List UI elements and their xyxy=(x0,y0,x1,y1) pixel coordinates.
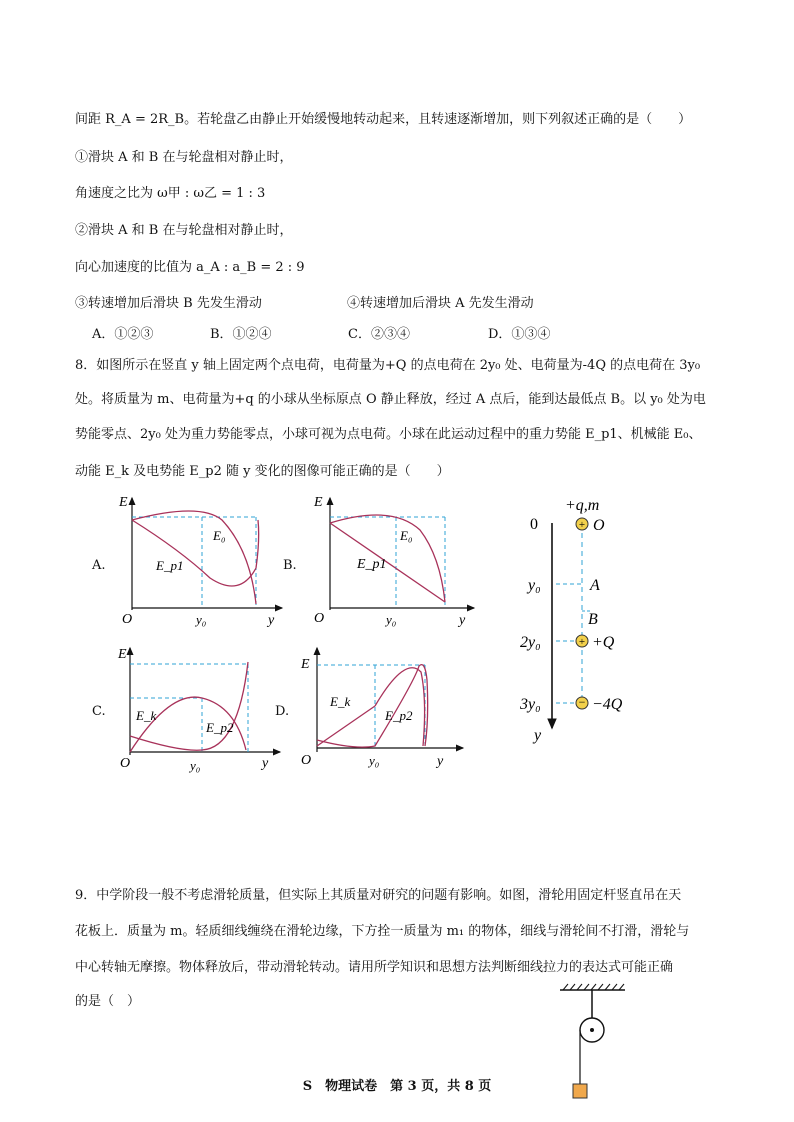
q7-statement-3: ③转速增加后滑块 B 先发生滑动 xyxy=(75,296,262,311)
page-footer: S 物理试卷 第 3 页，共 8 页 xyxy=(302,1079,492,1094)
charge-axis-figure xyxy=(510,488,650,748)
label-a: A xyxy=(590,577,600,594)
label-zero: 0 xyxy=(530,516,538,533)
label-b: B xyxy=(588,611,598,628)
graph-d-label-ek: E_k xyxy=(330,694,351,709)
q7-option-b: B．①②④ xyxy=(210,327,272,342)
graph-c-curve-ep2 xyxy=(130,662,248,750)
q9-line4: 的是（ ） xyxy=(75,994,141,1009)
graph-a-label-y0: y₀ xyxy=(196,612,207,627)
label-y: y xyxy=(534,727,542,744)
graph-b-label-e: E xyxy=(314,495,323,510)
graph-b-curve-e0 xyxy=(330,515,445,602)
graph-d-label-y: y xyxy=(437,754,444,769)
label-plus-q: +Q xyxy=(592,634,615,651)
q7-statement-2b: 向心加速度的比值为 a_A : a_B = 2 : 9 xyxy=(75,260,305,275)
graph-b-label-ep1: E_p1 xyxy=(357,557,387,572)
label-charge-q-m: +q,m xyxy=(565,497,600,514)
graph-c-label-ek: E_k xyxy=(136,708,157,723)
graph-a-label-e: E xyxy=(119,495,128,510)
graph-a-curve-ep1 xyxy=(132,520,259,586)
graph-d-curve-ek-1 xyxy=(317,706,375,746)
q7-line1: 间距 R_A = 2R_B。若轮盘乙由静止开始缓慢地转动起来，且转速逐渐增加，则下列叙述正确的是（ ） xyxy=(75,112,692,127)
graph-d-label-ep2: E_p2 xyxy=(385,708,413,723)
graph-b-label-y: y xyxy=(459,613,466,628)
graph-a-label-ep1: E_p1 xyxy=(156,558,184,573)
label-minus-4q: −4Q xyxy=(592,696,623,713)
graph-a xyxy=(110,490,290,630)
graph-b-option: B. xyxy=(283,558,297,573)
ceiling-hatch xyxy=(563,984,624,990)
graph-b xyxy=(302,490,482,630)
graph-d-label-o: O xyxy=(301,753,312,768)
graph-c-label-ep2: E_p2 xyxy=(206,720,234,735)
q9-line2: 花板上．质量为 m。轻质细线缠绕在滑轮边缘，下方拴一质量为 m₁ 的物体，细线与滑轮间不打滑，滑轮与 xyxy=(75,924,690,939)
plus-icon-2: + xyxy=(578,636,586,648)
graph-c-label-o: O xyxy=(120,756,131,771)
graph-c-label-e: E xyxy=(118,647,127,662)
minus-icon: − xyxy=(578,695,586,709)
q9-line1: 9．中学阶段一般不考虑滑轮质量，但实际上其质量对研究的问题有影响。如图，滑轮用固定杆竖直吊在天 xyxy=(75,888,682,903)
graph-b-label-e0: E₀ xyxy=(400,528,413,543)
q9-line3: 中心转轴无摩擦。物体释放后，带动滑轮转动。请用所学知识和思想方法判断细线拉力的表达式可能正确 xyxy=(75,960,674,975)
q8-line2: 处。将质量为 m、电荷量为+q 的小球从坐标原点 O 静止释放，经过 A 点后，能到达最低点 B。以 y₀ 处为电 xyxy=(75,392,706,407)
q7-statement-1b: 角速度之比为 ω甲 : ω乙 = 1 : 3 xyxy=(75,186,266,201)
q7-statement-4: ④转速增加后滑块 A 先发生滑动 xyxy=(347,296,534,311)
graph-b-label-o: O xyxy=(314,611,325,626)
graph-a-label-e0: E₀ xyxy=(213,528,226,543)
q8-line4: 动能 E_k 及电势能 E_p2 随 y 变化的图像可能正确的是（ ） xyxy=(75,464,450,479)
graph-b-curve-ep1 xyxy=(330,523,445,602)
graph-b-label-y0: y₀ xyxy=(386,612,397,627)
graph-c-label-y: y xyxy=(262,756,269,771)
graph-a-label-o: O xyxy=(122,612,133,627)
graph-d-option: D. xyxy=(275,704,290,719)
graph-a-label-y: y xyxy=(268,613,275,628)
graph-c xyxy=(110,640,290,775)
graph-c-label-y0: y₀ xyxy=(190,758,201,773)
plus-icon: + xyxy=(578,519,586,531)
label-2y0: 2y₀ xyxy=(520,634,541,651)
q7-statement-2: ②滑块 A 和 B 在与轮盘相对静止时， xyxy=(75,223,293,238)
label-o: O xyxy=(593,517,605,534)
q8-line3: 势能零点、2y₀ 处为重力势能零点，小球可视为点电荷。小球在此运动过程中的重力势能 E_p1、机械能 E₀、 xyxy=(75,427,702,442)
label-y0: y₀ xyxy=(528,577,541,594)
graph-d xyxy=(295,640,475,775)
pulley-axle xyxy=(590,1028,594,1032)
graph-a-curve-e0 xyxy=(132,511,256,604)
graph-a-option: A. xyxy=(92,558,106,573)
q7-statement-1: ①滑块 A 和 B 在与轮盘相对静止时， xyxy=(75,150,293,165)
q8-line1: 8．如图所示在竖直 y 轴上固定两个点电荷，电荷量为+Q 的点电荷在 2y₀ 处、电荷量为-4Q 的点电荷在 3y₀ xyxy=(75,358,701,373)
graph-c-option: C. xyxy=(92,704,106,719)
q7-option-a: A．①②③ xyxy=(92,327,154,342)
label-3y0: 3y₀ xyxy=(520,696,541,713)
graph-d-label-y0: y₀ xyxy=(369,753,380,768)
graph-d-label-e: E xyxy=(301,657,310,672)
q7-option-c: C．②③④ xyxy=(348,327,410,342)
q7-option-d: D．①③④ xyxy=(488,327,551,342)
